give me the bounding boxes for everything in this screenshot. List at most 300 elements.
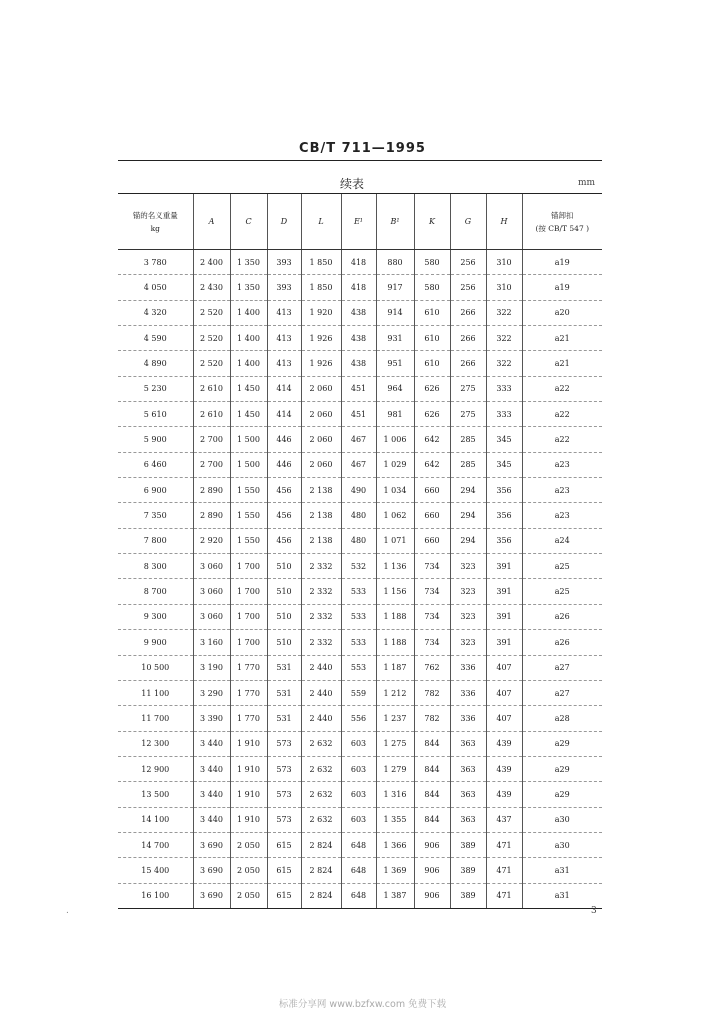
- cell-weight: 12 300: [118, 731, 193, 756]
- cell-k: 844: [414, 782, 450, 807]
- cell-g: 266: [450, 326, 486, 351]
- cell-d: 446: [267, 427, 301, 452]
- cell-a: 2 920: [193, 528, 230, 553]
- table-row: [118, 402, 602, 427]
- cell-b: 981: [376, 402, 414, 427]
- cell-c: 1 400: [230, 326, 267, 351]
- cell-k: 580: [414, 250, 450, 275]
- cell-weight: 4 890: [118, 351, 193, 376]
- cell-shackle: a29: [522, 731, 602, 756]
- table-row: [118, 554, 602, 579]
- table-subtitle: 续表: [340, 177, 365, 191]
- cell-a: 2 700: [193, 427, 230, 452]
- cell-a: 3 690: [193, 858, 230, 883]
- cell-d: 573: [267, 782, 301, 807]
- cell-e: 532: [341, 554, 376, 579]
- cell-h: 322: [486, 351, 522, 376]
- cell-g: 336: [450, 706, 486, 731]
- cell-g: 363: [450, 782, 486, 807]
- cell-d: 393: [267, 250, 301, 275]
- cell-shackle: a26: [522, 604, 602, 629]
- cell-weight: 4 050: [118, 275, 193, 300]
- cell-d: 456: [267, 528, 301, 553]
- cell-h: 322: [486, 326, 522, 351]
- cell-l: 1 920: [301, 300, 341, 325]
- cell-l: 2 824: [301, 883, 341, 908]
- cell-a: 3 440: [193, 756, 230, 781]
- cell-c: 1 550: [230, 478, 267, 503]
- cell-d: 413: [267, 351, 301, 376]
- header-a: A: [193, 194, 230, 250]
- cell-e: 603: [341, 756, 376, 781]
- cell-shackle: a23: [522, 503, 602, 528]
- cell-c: 1 500: [230, 452, 267, 477]
- cell-l: 2 060: [301, 427, 341, 452]
- cell-l: 2 332: [301, 604, 341, 629]
- cell-g: 275: [450, 402, 486, 427]
- cell-g: 389: [450, 883, 486, 908]
- cell-shackle: a23: [522, 478, 602, 503]
- cell-k: 734: [414, 604, 450, 629]
- cell-k: 642: [414, 427, 450, 452]
- cell-b: 1 188: [376, 604, 414, 629]
- cell-h: 439: [486, 756, 522, 781]
- cell-c: 1 700: [230, 554, 267, 579]
- page-number: 3: [591, 906, 597, 916]
- cell-a: 3 390: [193, 706, 230, 731]
- cell-shackle: a21: [522, 351, 602, 376]
- cell-d: 531: [267, 655, 301, 680]
- cell-e: 418: [341, 250, 376, 275]
- cell-shackle: a26: [522, 630, 602, 655]
- cell-b: 1 071: [376, 528, 414, 553]
- table-row: [118, 250, 602, 275]
- cell-shackle: a19: [522, 250, 602, 275]
- cell-c: 1 770: [230, 655, 267, 680]
- cell-g: 294: [450, 503, 486, 528]
- table-row: [118, 427, 602, 452]
- cell-h: 356: [486, 503, 522, 528]
- cell-e: 480: [341, 528, 376, 553]
- cell-l: 2 440: [301, 706, 341, 731]
- header-c: C: [230, 194, 267, 250]
- cell-k: 626: [414, 376, 450, 401]
- cell-c: 1 910: [230, 782, 267, 807]
- cell-b: 917: [376, 275, 414, 300]
- cell-shackle: a27: [522, 680, 602, 705]
- header-weight: [118, 194, 193, 250]
- cell-e: 533: [341, 579, 376, 604]
- table-row: [118, 832, 602, 857]
- cell-c: 2 050: [230, 858, 267, 883]
- cell-e: 603: [341, 807, 376, 832]
- cell-k: 642: [414, 452, 450, 477]
- cell-h: 391: [486, 604, 522, 629]
- watermark-footer: 标准分享网 www.bzfxw.com 免费下载: [278, 999, 447, 1010]
- cell-h: 437: [486, 807, 522, 832]
- cell-shackle: a31: [522, 883, 602, 908]
- cell-g: 336: [450, 655, 486, 680]
- cell-d: 510: [267, 604, 301, 629]
- header-k: K: [414, 194, 450, 250]
- cell-c: 1 500: [230, 427, 267, 452]
- cell-h: 391: [486, 630, 522, 655]
- cell-weight: 3 780: [118, 250, 193, 275]
- cell-shackle: a30: [522, 807, 602, 832]
- anchor-dimension-table: [118, 193, 602, 909]
- table-row: [118, 503, 602, 528]
- cell-shackle: a25: [522, 579, 602, 604]
- cell-l: 1 850: [301, 250, 341, 275]
- table-row: [118, 807, 602, 832]
- cell-h: 356: [486, 478, 522, 503]
- cell-e: 648: [341, 858, 376, 883]
- cell-shackle: a23: [522, 452, 602, 477]
- cell-h: 310: [486, 275, 522, 300]
- cell-k: 906: [414, 883, 450, 908]
- cell-b: 1 187: [376, 655, 414, 680]
- cell-e: 467: [341, 452, 376, 477]
- cell-l: 2 138: [301, 478, 341, 503]
- cell-a: 3 190: [193, 655, 230, 680]
- cell-weight: 14 100: [118, 807, 193, 832]
- cell-h: 471: [486, 832, 522, 857]
- cell-weight: 12 900: [118, 756, 193, 781]
- cell-b: 1 136: [376, 554, 414, 579]
- cell-weight: 5 230: [118, 376, 193, 401]
- cell-a: 2 520: [193, 326, 230, 351]
- cell-a: 3 440: [193, 782, 230, 807]
- header-b: B¹: [376, 194, 414, 250]
- cell-shackle: a21: [522, 326, 602, 351]
- cell-a: 2 890: [193, 503, 230, 528]
- cell-c: 2 050: [230, 832, 267, 857]
- table-row: [118, 528, 602, 553]
- cell-d: 414: [267, 376, 301, 401]
- cell-g: 363: [450, 731, 486, 756]
- cell-h: 407: [486, 680, 522, 705]
- cell-l: 2 332: [301, 554, 341, 579]
- cell-k: 580: [414, 275, 450, 300]
- cell-weight: 4 590: [118, 326, 193, 351]
- cell-g: 389: [450, 858, 486, 883]
- cell-e: 533: [341, 604, 376, 629]
- cell-d: 573: [267, 731, 301, 756]
- cell-b: 964: [376, 376, 414, 401]
- cell-k: 610: [414, 351, 450, 376]
- cell-g: 266: [450, 300, 486, 325]
- table-row: [118, 630, 602, 655]
- cell-d: 510: [267, 630, 301, 655]
- cell-b: 1 029: [376, 452, 414, 477]
- header-shackle-label: 锚卸扣: [551, 210, 574, 220]
- cell-a: 2 520: [193, 300, 230, 325]
- cell-h: 407: [486, 706, 522, 731]
- cell-weight: 8 700: [118, 579, 193, 604]
- cell-k: 782: [414, 680, 450, 705]
- cell-d: 393: [267, 275, 301, 300]
- cell-weight: 11 100: [118, 680, 193, 705]
- cell-a: 2 610: [193, 376, 230, 401]
- edge-mark: .: [66, 906, 69, 916]
- cell-d: 510: [267, 579, 301, 604]
- cell-shackle: a22: [522, 402, 602, 427]
- cell-k: 734: [414, 630, 450, 655]
- cell-c: 1 400: [230, 300, 267, 325]
- table-row: [118, 782, 602, 807]
- cell-a: 2 400: [193, 250, 230, 275]
- cell-c: 1 700: [230, 604, 267, 629]
- cell-k: 734: [414, 579, 450, 604]
- cell-e: 648: [341, 883, 376, 908]
- table-row: [118, 756, 602, 781]
- cell-l: 1 850: [301, 275, 341, 300]
- cell-g: 336: [450, 680, 486, 705]
- cell-a: 3 060: [193, 604, 230, 629]
- cell-h: 345: [486, 427, 522, 452]
- cell-shackle: a22: [522, 427, 602, 452]
- cell-d: 414: [267, 402, 301, 427]
- cell-shackle: a19: [522, 275, 602, 300]
- cell-b: 1 387: [376, 883, 414, 908]
- cell-l: 2 060: [301, 452, 341, 477]
- cell-g: 323: [450, 579, 486, 604]
- header-shackle-standard: (按 CB/T 547 ): [535, 223, 590, 233]
- cell-c: 1 910: [230, 731, 267, 756]
- cell-weight: 16 100: [118, 883, 193, 908]
- cell-a: 3 440: [193, 807, 230, 832]
- cell-b: 1 316: [376, 782, 414, 807]
- cell-l: 1 926: [301, 326, 341, 351]
- cell-c: 1 550: [230, 503, 267, 528]
- table-row: [118, 376, 602, 401]
- cell-a: 3 440: [193, 731, 230, 756]
- cell-l: 2 632: [301, 782, 341, 807]
- cell-e: 533: [341, 630, 376, 655]
- cell-g: 275: [450, 376, 486, 401]
- table-row: [118, 604, 602, 629]
- cell-a: 3 690: [193, 832, 230, 857]
- cell-b: 1 355: [376, 807, 414, 832]
- cell-b: 1 006: [376, 427, 414, 452]
- cell-d: 456: [267, 503, 301, 528]
- cell-d: 615: [267, 883, 301, 908]
- cell-h: 391: [486, 554, 522, 579]
- cell-weight: 9 300: [118, 604, 193, 629]
- cell-k: 844: [414, 807, 450, 832]
- unit-label: mm: [578, 178, 596, 188]
- cell-c: 1 550: [230, 528, 267, 553]
- cell-e: 603: [341, 731, 376, 756]
- cell-b: 914: [376, 300, 414, 325]
- cell-k: 660: [414, 503, 450, 528]
- cell-d: 413: [267, 326, 301, 351]
- cell-a: 3 160: [193, 630, 230, 655]
- cell-b: 1 369: [376, 858, 414, 883]
- cell-g: 266: [450, 351, 486, 376]
- cell-a: 2 430: [193, 275, 230, 300]
- cell-a: 3 290: [193, 680, 230, 705]
- cell-d: 531: [267, 680, 301, 705]
- cell-k: 906: [414, 832, 450, 857]
- cell-l: 2 332: [301, 630, 341, 655]
- cell-e: 451: [341, 376, 376, 401]
- cell-weight: 6 900: [118, 478, 193, 503]
- cell-d: 413: [267, 300, 301, 325]
- cell-k: 610: [414, 326, 450, 351]
- table-body: [118, 250, 602, 909]
- cell-g: 363: [450, 807, 486, 832]
- table-row: [118, 858, 602, 883]
- cell-l: 2 332: [301, 579, 341, 604]
- cell-h: 322: [486, 300, 522, 325]
- cell-l: 2 632: [301, 756, 341, 781]
- cell-shackle: a31: [522, 858, 602, 883]
- cell-shackle: a29: [522, 782, 602, 807]
- cell-a: 2 700: [193, 452, 230, 477]
- cell-a: 2 610: [193, 402, 230, 427]
- cell-g: 389: [450, 832, 486, 857]
- cell-h: 471: [486, 883, 522, 908]
- table-row: [118, 275, 602, 300]
- cell-e: 418: [341, 275, 376, 300]
- cell-a: 3 060: [193, 554, 230, 579]
- cell-shackle: a29: [522, 756, 602, 781]
- cell-c: 1 450: [230, 376, 267, 401]
- cell-d: 573: [267, 756, 301, 781]
- cell-c: 2 050: [230, 883, 267, 908]
- standard-title: CB/T 711—1995: [299, 141, 426, 156]
- cell-k: 762: [414, 655, 450, 680]
- cell-g: 323: [450, 554, 486, 579]
- cell-e: 559: [341, 680, 376, 705]
- cell-d: 446: [267, 452, 301, 477]
- cell-h: 333: [486, 402, 522, 427]
- cell-a: 2 520: [193, 351, 230, 376]
- cell-c: 1 350: [230, 250, 267, 275]
- cell-b: 880: [376, 250, 414, 275]
- cell-l: 2 060: [301, 376, 341, 401]
- table-row: [118, 706, 602, 731]
- cell-k: 660: [414, 528, 450, 553]
- cell-b: 1 062: [376, 503, 414, 528]
- cell-e: 451: [341, 402, 376, 427]
- cell-b: 1 275: [376, 731, 414, 756]
- cell-h: 407: [486, 655, 522, 680]
- cell-l: 1 926: [301, 351, 341, 376]
- table-row: [118, 579, 602, 604]
- cell-g: 323: [450, 604, 486, 629]
- cell-e: 603: [341, 782, 376, 807]
- cell-c: 1 910: [230, 807, 267, 832]
- cell-shackle: a22: [522, 376, 602, 401]
- cell-l: 2 138: [301, 503, 341, 528]
- cell-weight: 15 400: [118, 858, 193, 883]
- table-row: [118, 452, 602, 477]
- cell-h: 471: [486, 858, 522, 883]
- cell-k: 660: [414, 478, 450, 503]
- header-h: H: [486, 194, 522, 250]
- cell-e: 467: [341, 427, 376, 452]
- cell-weight: 14 700: [118, 832, 193, 857]
- cell-e: 556: [341, 706, 376, 731]
- cell-d: 510: [267, 554, 301, 579]
- cell-e: 648: [341, 832, 376, 857]
- cell-k: 782: [414, 706, 450, 731]
- cell-k: 844: [414, 731, 450, 756]
- table-row: [118, 655, 602, 680]
- table-row: [118, 731, 602, 756]
- cell-shackle: a27: [522, 655, 602, 680]
- cell-weight: 7 350: [118, 503, 193, 528]
- cell-shackle: a20: [522, 300, 602, 325]
- cell-g: 323: [450, 630, 486, 655]
- cell-c: 1 350: [230, 275, 267, 300]
- cell-weight: 5 900: [118, 427, 193, 452]
- cell-b: 951: [376, 351, 414, 376]
- cell-g: 256: [450, 275, 486, 300]
- cell-c: 1 770: [230, 680, 267, 705]
- cell-b: 1 188: [376, 630, 414, 655]
- header-weight-label: 锚的名义重量: [132, 210, 178, 220]
- cell-b: 1 279: [376, 756, 414, 781]
- table-row: [118, 478, 602, 503]
- cell-h: 345: [486, 452, 522, 477]
- table-row: [118, 300, 602, 325]
- table-row: [118, 883, 602, 908]
- cell-k: 610: [414, 300, 450, 325]
- cell-b: 1 156: [376, 579, 414, 604]
- table-row: [118, 326, 602, 351]
- header-row: [118, 194, 602, 250]
- cell-g: 256: [450, 250, 486, 275]
- cell-l: 2 440: [301, 680, 341, 705]
- cell-k: 906: [414, 858, 450, 883]
- cell-d: 573: [267, 807, 301, 832]
- cell-g: 294: [450, 478, 486, 503]
- cell-b: 1 237: [376, 706, 414, 731]
- header-d: D: [267, 194, 301, 250]
- cell-l: 2 632: [301, 807, 341, 832]
- cell-c: 1 770: [230, 706, 267, 731]
- cell-l: 2 060: [301, 402, 341, 427]
- cell-weight: 6 460: [118, 452, 193, 477]
- cell-a: 2 890: [193, 478, 230, 503]
- cell-weight: 4 320: [118, 300, 193, 325]
- cell-h: 310: [486, 250, 522, 275]
- header-l: L: [301, 194, 341, 250]
- cell-c: 1 450: [230, 402, 267, 427]
- cell-h: 333: [486, 376, 522, 401]
- cell-k: 734: [414, 554, 450, 579]
- cell-b: 931: [376, 326, 414, 351]
- cell-weight: 10 500: [118, 655, 193, 680]
- cell-shackle: a25: [522, 554, 602, 579]
- cell-shackle: a28: [522, 706, 602, 731]
- cell-l: 2 824: [301, 832, 341, 857]
- table-row: [118, 680, 602, 705]
- cell-l: 2 138: [301, 528, 341, 553]
- cell-weight: 7 800: [118, 528, 193, 553]
- cell-d: 615: [267, 858, 301, 883]
- cell-a: 3 690: [193, 883, 230, 908]
- cell-d: 531: [267, 706, 301, 731]
- cell-shackle: a30: [522, 832, 602, 857]
- cell-e: 438: [341, 351, 376, 376]
- cell-d: 615: [267, 832, 301, 857]
- cell-g: 285: [450, 452, 486, 477]
- cell-k: 844: [414, 756, 450, 781]
